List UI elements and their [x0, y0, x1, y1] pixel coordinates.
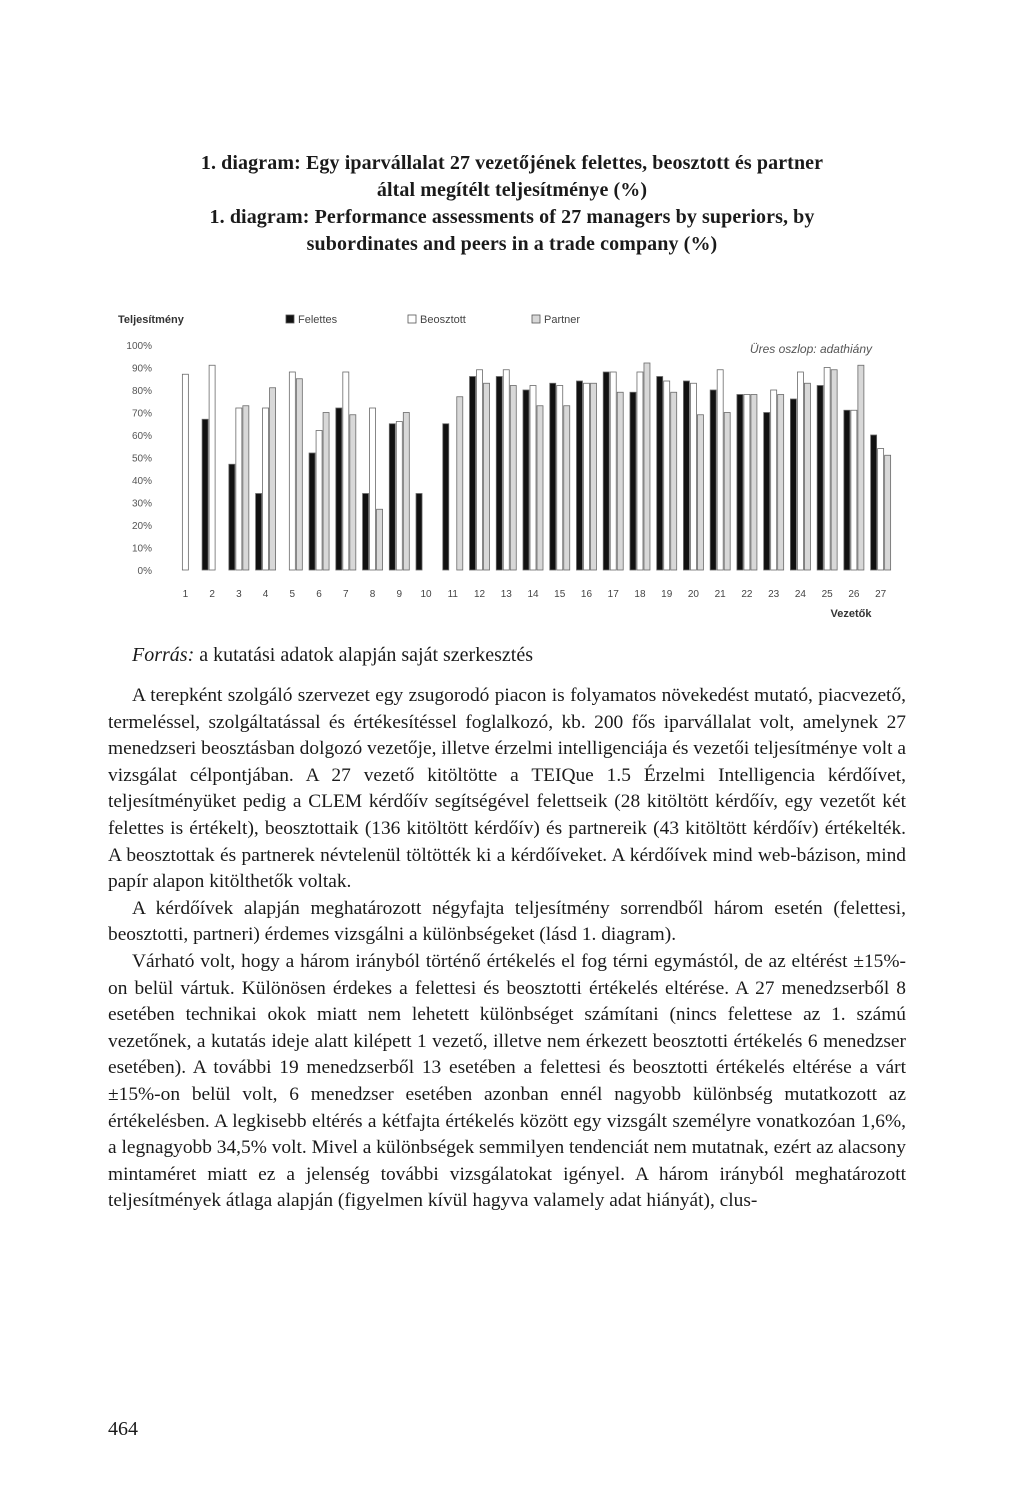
bar-beosztott — [503, 370, 509, 570]
x-tick-label: 14 — [527, 589, 539, 600]
y-tick-label: 50% — [131, 453, 152, 465]
bar-beosztott — [851, 410, 857, 570]
bar-partner — [724, 413, 730, 571]
x-tick-label: 13 — [500, 589, 512, 600]
x-tick-label: 10 — [420, 589, 432, 600]
y-axis-title: Teljesítmény — [118, 314, 184, 326]
bar-groups — [182, 363, 890, 570]
caption-hu-line-2: által megítélt teljesítménye (%) — [376, 179, 648, 201]
x-tick-label: 16 — [580, 589, 593, 600]
legend-label-felettes: Felettes — [298, 314, 338, 326]
x-tick-label: 2 — [209, 589, 215, 600]
bar-partner — [858, 365, 864, 570]
bar-beosztott — [744, 395, 750, 571]
chart-legend — [286, 314, 580, 326]
x-tick-label: 22 — [741, 589, 753, 600]
bar-beosztott — [370, 408, 376, 570]
bar-beosztott — [477, 370, 483, 570]
bar-beosztott — [209, 365, 215, 570]
bar-beosztott — [878, 449, 884, 571]
bar-felettes — [496, 377, 502, 571]
x-tick-label: 19 — [661, 589, 673, 600]
bar-beosztott — [717, 370, 723, 570]
y-tick-label: 90% — [131, 363, 152, 375]
bar-partner — [885, 455, 891, 570]
bar-beosztott — [690, 383, 696, 570]
bar-partner — [377, 509, 383, 570]
x-tick-label: 23 — [768, 589, 780, 600]
bar-partner — [831, 370, 837, 570]
paragraph-2: A kérdőívek alapján meghatározott négyfajta teljesítmény sorrendből három esetén (felettesi, beosztotti, partneri) érdemes vizsgálni a különbségeket (lásd 1. diagram). — [108, 897, 906, 946]
x-tick-label: 12 — [473, 589, 486, 600]
legend-swatch-felettes — [286, 315, 294, 323]
bar-beosztott — [610, 372, 616, 570]
bar-partner — [671, 392, 677, 570]
bar-beosztott — [236, 408, 242, 570]
bar-felettes — [256, 494, 262, 571]
bar-partner — [484, 383, 490, 570]
bar-beosztott — [824, 368, 830, 571]
bar-felettes — [523, 390, 529, 570]
y-tick-label: 30% — [131, 498, 152, 510]
x-tick-label: 24 — [794, 589, 806, 600]
bar-partner — [644, 363, 650, 570]
bar-beosztott — [396, 422, 402, 571]
bar-beosztott — [530, 386, 536, 571]
y-tick-label: 20% — [131, 521, 152, 532]
legend-label-beosztott: Beosztott — [420, 314, 466, 326]
bar-partner — [243, 406, 249, 570]
bar-beosztott — [771, 390, 777, 570]
bar-felettes — [790, 399, 796, 570]
bar-partner — [697, 415, 703, 570]
missing-data-note: Üres oszlop: adathiány — [749, 342, 872, 356]
y-tick-label: 100% — [126, 341, 152, 352]
bar-felettes — [576, 381, 582, 570]
y-tick-label: 0% — [137, 566, 152, 577]
bar-partner — [403, 413, 409, 571]
bar-felettes — [737, 395, 743, 571]
x-tick-label: 11 — [447, 589, 458, 600]
bar-beosztott — [583, 383, 589, 570]
bar-beosztott — [263, 408, 269, 570]
source-label: Forrás: — [132, 644, 195, 666]
bar-felettes — [817, 386, 823, 571]
bar-felettes — [657, 377, 663, 571]
bar-felettes — [710, 390, 716, 570]
x-tick-label: 7 — [343, 589, 349, 600]
x-tick-label: 27 — [875, 589, 887, 600]
x-tick-label: 4 — [262, 589, 269, 600]
x-axis-ticks — [183, 589, 887, 600]
bar-partner — [751, 395, 757, 571]
y-tick-label: 80% — [131, 386, 152, 397]
bar-beosztott — [316, 431, 322, 571]
x-tick-label: 5 — [289, 589, 296, 600]
bar-partner — [457, 397, 463, 570]
bar-felettes — [389, 424, 395, 570]
bar-felettes — [336, 408, 342, 570]
bar-beosztott — [664, 381, 670, 570]
x-tick-label: 1 — [182, 589, 189, 600]
paragraph-1: A terepként szolgáló szervezet egy zsugorodó piacon is folyamatos növekedést mutató, piacvezető, termeléssel, szolgáltatással és értékesítéssel foglalkozó, kb. 200 fős iparvállalat volt, amelynek 27 menedzseri beosztásban dolgozó vezetője, illetve érzelmi intelligenciája és vezetői teljesítménye volt a vizsgálat célpontjában. A 27 vezető kitöltötte a TEIQue 1.5 Érzelmi Intelligencia kérdőívet, teljesítményüket pedig a CLEM kérdőív segítségével felettseik (28 kitöltött kérdőív, egy vezetőt két felettes is értékelt), beosztottaik (136 kitöltött kérdőív) és partnereik (43 kitöltött kérdőív) értékelték. A beosztottak és partnerek névtelenül töltötték ki a kérdőíveket. A kérdőívek mind web-bázison, mind papír alapon kitölthetők voltak. — [108, 685, 906, 893]
bar-partner — [564, 406, 570, 570]
bar-beosztott — [797, 372, 803, 570]
bar-felettes — [363, 494, 369, 571]
legend-label-partner: Partner — [544, 314, 581, 326]
bar-felettes — [550, 383, 556, 570]
bar-partner — [270, 388, 276, 570]
x-tick-label: 9 — [396, 589, 403, 600]
caption-en-line-2: subordinates and peers in a trade company (%) — [306, 233, 718, 255]
bar-partner — [617, 392, 623, 570]
x-tick-label: 26 — [848, 589, 860, 600]
bar-felettes — [844, 410, 850, 570]
x-tick-label: 20 — [687, 589, 700, 600]
bar-partner — [804, 383, 810, 570]
bar-felettes — [470, 377, 476, 571]
bar-beosztott — [289, 372, 295, 570]
y-axis-ticks — [126, 341, 152, 577]
bar-beosztott — [343, 372, 349, 570]
bar-partner — [778, 395, 784, 571]
bar-partner — [323, 413, 329, 571]
bar-felettes — [229, 464, 235, 570]
bar-felettes — [683, 381, 689, 570]
body-text — [108, 683, 906, 1215]
x-tick-label: 18 — [634, 589, 646, 600]
bar-beosztott — [557, 386, 563, 571]
figure-caption — [100, 150, 924, 258]
x-tick-label: 21 — [714, 589, 726, 600]
bar-felettes — [871, 435, 877, 570]
bar-felettes — [309, 453, 315, 570]
bar-partner — [537, 406, 543, 570]
bar-beosztott — [637, 372, 643, 570]
x-tick-label: 15 — [554, 589, 566, 600]
x-tick-label: 8 — [369, 589, 376, 600]
page-number: 464 — [108, 1418, 138, 1440]
paragraph-3: Várható volt, hogy a három irányból történő értékelés el fog térni egymástól, de az eltérést ±15%-on belül vártuk. Különösen érdekes a felettesi és beosztotti értékelés eltérése. A 27 menedzserből 8 esetében technikai okok miatt nem lehetett különbséget számítani (nincs felettese az 1. számú vezetőnek, a kutatás ideje alatt kilépett 1 vezető, illetve nem érkezett beosztotti értékelés 6 menedzser esetében). A további 19 menedzserből 13 esetében a felettesi és beosztotti értékelés eltérése a várt ±15%-on belül volt, 6 menedzser esetében azonban ennél nagyobb különbség mutatkozott az értékelésben. A legkisebb eltérés a kétfajta értékelés között egy vizsgált személyre vonatkozóan 1,6%, a legnagyobb 34,5% volt. Mivel a különbségek semmilyen tendenciát nem mutatnak, ezért az alacsony mintaméret miatt ez a jelenség további vizsgálatokat igényel. A három irányból meghatározott teljesítmények átlaga alapján (figyelmen kívül hagyva valamely adat hiányát), clus- — [108, 950, 906, 1212]
legend-swatch-partner — [532, 315, 540, 323]
bar-partner — [350, 415, 356, 570]
legend-swatch-beosztott — [408, 315, 416, 323]
x-tick-label: 3 — [236, 589, 242, 600]
bar-felettes — [630, 392, 636, 570]
performance-bar-chart — [96, 295, 912, 630]
bar-felettes — [416, 494, 422, 571]
bar-felettes — [202, 419, 208, 570]
x-axis-title: Vezetők — [830, 608, 872, 620]
y-tick-label: 40% — [131, 476, 152, 487]
y-tick-label: 60% — [131, 431, 152, 442]
bar-felettes — [603, 372, 609, 570]
caption-en-line-1: 1. diagram: Performance assessments of 27 managers by superiors, by — [209, 206, 815, 228]
bar-felettes — [443, 424, 449, 570]
bar-partner — [296, 379, 302, 570]
x-tick-label: 17 — [607, 589, 619, 600]
x-tick-label: 6 — [316, 589, 322, 600]
figure-source — [132, 644, 533, 667]
bar-partner — [510, 386, 516, 571]
bar-felettes — [764, 413, 770, 571]
source-text: a kutatási adatok alapján saját szerkesztés — [194, 644, 533, 666]
y-tick-label: 10% — [131, 543, 152, 555]
caption-hu-line-1: 1. diagram: Egy iparvállalat 27 vezetőjének felettes, beosztott és partner — [200, 152, 824, 174]
bar-partner — [590, 383, 596, 570]
x-tick-label: 25 — [821, 589, 833, 600]
y-tick-label: 70% — [131, 408, 152, 420]
bar-beosztott — [182, 374, 188, 570]
